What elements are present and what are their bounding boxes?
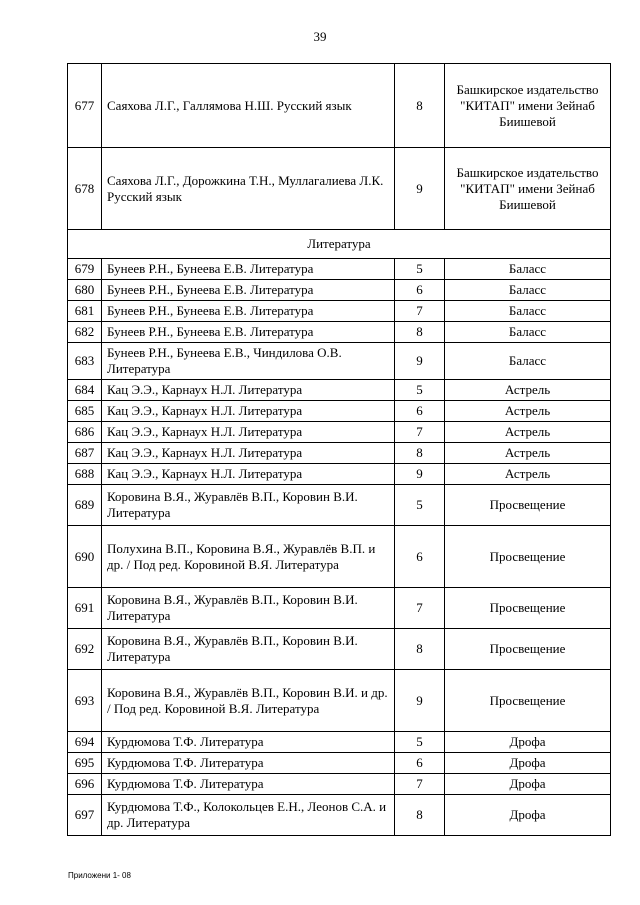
book-title: Кац Э.Э., Карнаух Н.Л. Литература — [102, 380, 395, 401]
grade-cell: 5 — [395, 380, 445, 401]
grade-cell: 5 — [395, 485, 445, 526]
table-row — [68, 322, 611, 343]
section-header-row — [68, 230, 611, 259]
book-title: Бунеев Р.Н., Бунеева Е.В. Литература — [102, 322, 395, 343]
row-number: 691 — [68, 588, 102, 629]
row-number: 683 — [68, 343, 102, 380]
book-title: Курдюмова Т.Ф. Литература — [102, 753, 395, 774]
book-title: Кац Э.Э., Карнаух Н.Л. Литература — [102, 422, 395, 443]
publisher-cell: Астрель — [445, 401, 611, 422]
grade-cell: 7 — [395, 588, 445, 629]
textbook-table-body — [68, 64, 611, 836]
publisher-cell: Баласс — [445, 343, 611, 380]
book-title: Коровина В.Я., Журавлёв В.П., Коровин В.И. и др. / Под ред. Коровиной В.Я. Литература — [102, 670, 395, 732]
row-number: 687 — [68, 443, 102, 464]
publisher-cell: Просвещение — [445, 485, 611, 526]
grade-cell: 8 — [395, 795, 445, 836]
table-row — [68, 629, 611, 670]
book-title: Курдюмова Т.Ф. Литература — [102, 732, 395, 753]
table-row — [68, 380, 611, 401]
table-row — [68, 401, 611, 422]
book-title: Бунеев Р.Н., Бунеева Е.В., Чиндилова О.В. Литература — [102, 343, 395, 380]
table-row — [68, 422, 611, 443]
grade-cell: 9 — [395, 343, 445, 380]
book-title: Бунеев Р.Н., Бунеева Е.В. Литература — [102, 301, 395, 322]
publisher-cell: Дрофа — [445, 753, 611, 774]
grade-cell: 6 — [395, 526, 445, 588]
table-row — [68, 774, 611, 795]
publisher-cell: Просвещение — [445, 629, 611, 670]
grade-cell: 6 — [395, 401, 445, 422]
grade-cell: 7 — [395, 422, 445, 443]
publisher-cell: Просвещение — [445, 526, 611, 588]
table-row — [68, 795, 611, 836]
row-number: 679 — [68, 259, 102, 280]
book-title: Бунеев Р.Н., Бунеева Е.В. Литература — [102, 259, 395, 280]
section-title: Литература — [68, 230, 611, 259]
grade-cell: 8 — [395, 629, 445, 670]
table-row — [68, 753, 611, 774]
grade-cell: 8 — [395, 64, 445, 148]
publisher-cell: Дрофа — [445, 732, 611, 753]
publisher-cell: Астрель — [445, 464, 611, 485]
textbook-table — [67, 63, 611, 836]
book-title: Коровина В.Я., Журавлёв В.П., Коровин В.И. Литература — [102, 588, 395, 629]
book-title: Кац Э.Э., Карнаух Н.Л. Литература — [102, 401, 395, 422]
grade-cell: 9 — [395, 464, 445, 485]
book-title: Кац Э.Э., Карнаух Н.Л. Литература — [102, 464, 395, 485]
book-title: Курдюмова Т.Ф. Литература — [102, 774, 395, 795]
book-title: Полухина В.П., Коровина В.Я., Журавлёв В.П. и др. / Под ред. Коровиной В.Я. Литература — [102, 526, 395, 588]
row-number: 690 — [68, 526, 102, 588]
publisher-cell: Просвещение — [445, 670, 611, 732]
grade-cell: 5 — [395, 259, 445, 280]
row-number: 693 — [68, 670, 102, 732]
book-title: Коровина В.Я., Журавлёв В.П., Коровин В.И. Литература — [102, 485, 395, 526]
row-number: 678 — [68, 148, 102, 230]
row-number: 681 — [68, 301, 102, 322]
book-title: Саяхова Л.Г., Галлямова Н.Ш. Русский язык — [102, 64, 395, 148]
table-row — [68, 588, 611, 629]
publisher-cell: Баласс — [445, 301, 611, 322]
table-row — [68, 301, 611, 322]
row-number: 680 — [68, 280, 102, 301]
grade-cell: 7 — [395, 774, 445, 795]
table-row — [68, 526, 611, 588]
table-row — [68, 732, 611, 753]
table-row — [68, 670, 611, 732]
row-number: 677 — [68, 64, 102, 148]
row-number: 682 — [68, 322, 102, 343]
row-number: 689 — [68, 485, 102, 526]
publisher-cell: Просвещение — [445, 588, 611, 629]
publisher-cell: Башкирское издательство "КИТАП" имени Зейнаб Биишевой — [445, 64, 611, 148]
publisher-cell: Дрофа — [445, 774, 611, 795]
grade-cell: 5 — [395, 732, 445, 753]
row-number: 692 — [68, 629, 102, 670]
publisher-cell: Дрофа — [445, 795, 611, 836]
publisher-cell: Башкирское издательство "КИТАП" имени Зейнаб Биишевой — [445, 148, 611, 230]
publisher-cell: Астрель — [445, 380, 611, 401]
table-row — [68, 280, 611, 301]
table-row — [68, 343, 611, 380]
table-row — [68, 148, 611, 230]
book-title: Курдюмова Т.Ф., Колокольцев Е.Н., Леонов С.А. и др. Литература — [102, 795, 395, 836]
table-row — [68, 443, 611, 464]
grade-cell: 7 — [395, 301, 445, 322]
book-title: Бунеев Р.Н., Бунеева Е.В. Литература — [102, 280, 395, 301]
publisher-cell: Баласс — [445, 259, 611, 280]
grade-cell: 6 — [395, 753, 445, 774]
row-number: 684 — [68, 380, 102, 401]
row-number: 685 — [68, 401, 102, 422]
publisher-cell: Астрель — [445, 422, 611, 443]
row-number: 688 — [68, 464, 102, 485]
row-number: 686 — [68, 422, 102, 443]
page-number: 39 — [313, 29, 327, 44]
table-row — [68, 485, 611, 526]
publisher-cell: Астрель — [445, 443, 611, 464]
grade-cell: 6 — [395, 280, 445, 301]
footer-note: Приложени 1- 08 — [68, 871, 131, 880]
grade-cell: 8 — [395, 443, 445, 464]
row-number: 694 — [68, 732, 102, 753]
publisher-cell: Баласс — [445, 322, 611, 343]
table-row — [68, 64, 611, 148]
grade-cell: 9 — [395, 148, 445, 230]
grade-cell: 8 — [395, 322, 445, 343]
row-number: 696 — [68, 774, 102, 795]
book-title: Коровина В.Я., Журавлёв В.П., Коровин В.И. Литература — [102, 629, 395, 670]
grade-cell: 9 — [395, 670, 445, 732]
row-number: 697 — [68, 795, 102, 836]
table-row — [68, 259, 611, 280]
publisher-cell: Баласс — [445, 280, 611, 301]
book-title: Кац Э.Э., Карнаух Н.Л. Литература — [102, 443, 395, 464]
row-number: 695 — [68, 753, 102, 774]
table-row — [68, 464, 611, 485]
book-title: Саяхова Л.Г., Дорожкина Т.Н., Муллагалиева Л.К. Русский язык — [102, 148, 395, 230]
